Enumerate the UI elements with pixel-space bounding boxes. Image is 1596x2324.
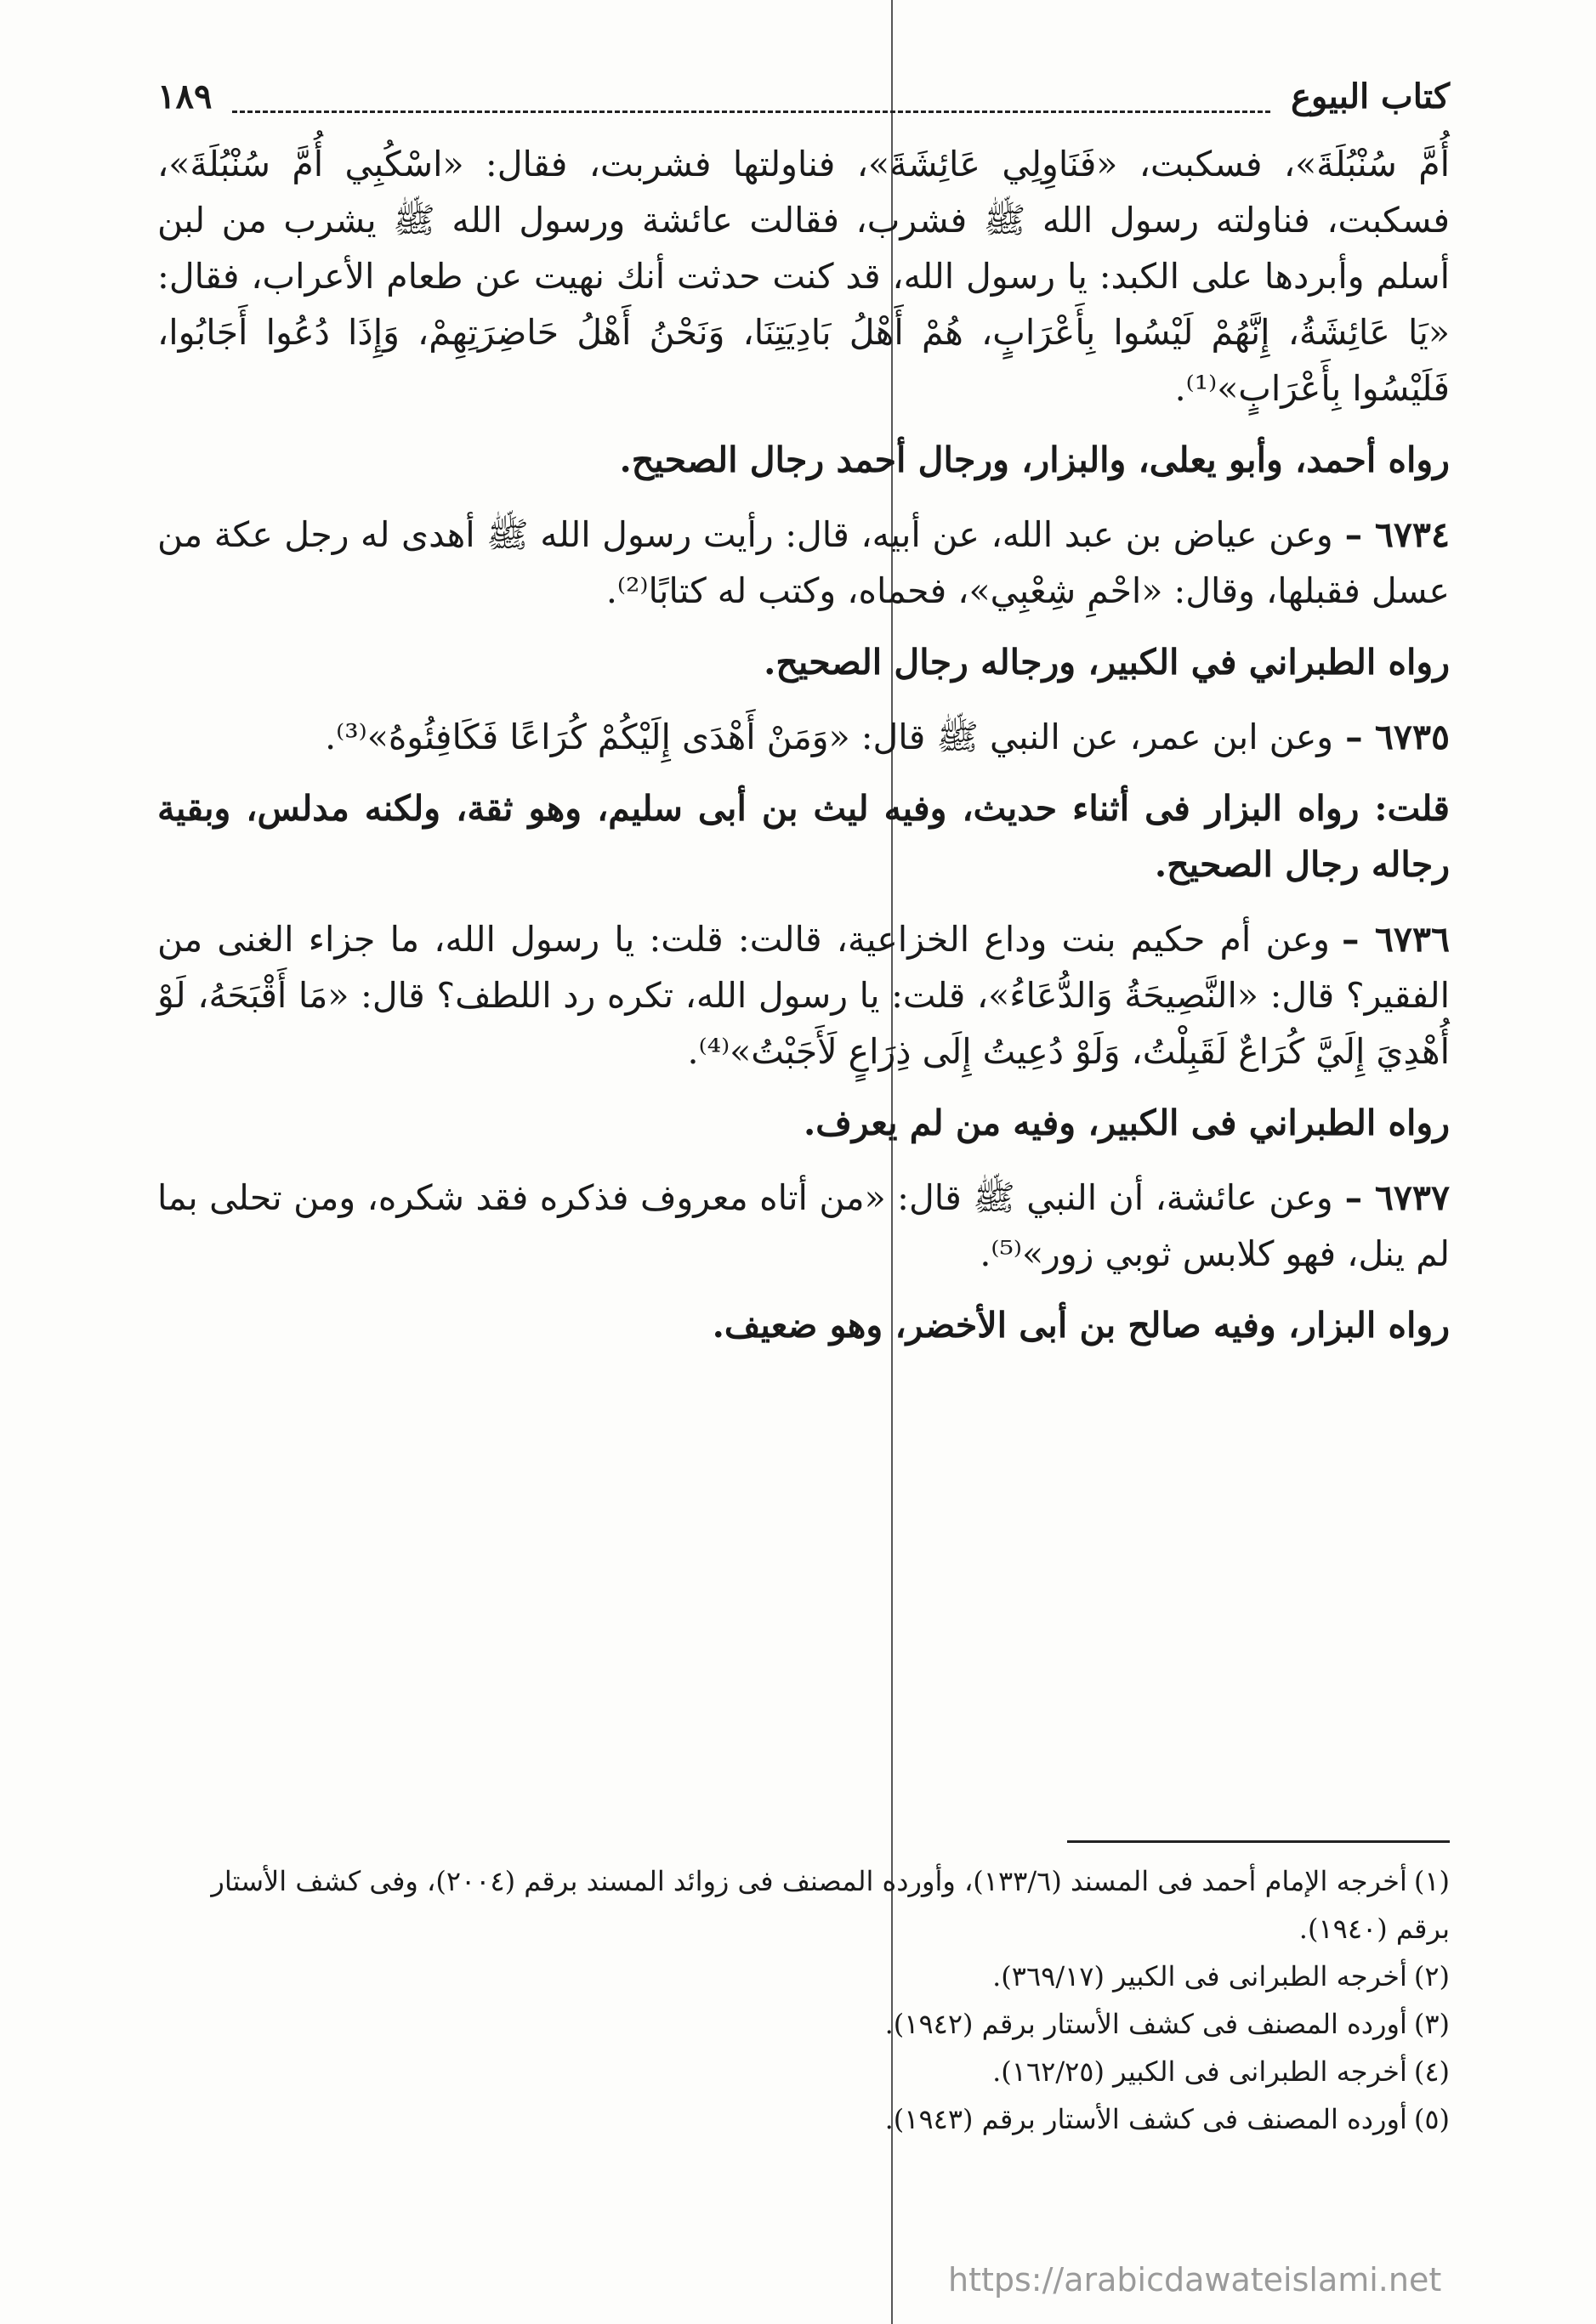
continuation-paragraph: أُمَّ سُنْبُلَةَ»، فسكبت، «فَنَاوِلِي عَائِشَةَ»، فناولتها فشربت، فقال: «اسْكُبِي أُمَّ سُنْبُلَةَ»، فسكبت، فناولته رسول الله ﷺ فشرب، فقالت عائشة ورسول الله ﷺ يشرب من لبن أسلم وأبردها على الكبد: يا رسول الله، قد كنت حدثت أنك نهيت عن طعام الأعراب، فقال: «يَا عَائِشَةُ، إِنَّهُمْ لَيْسُوا بِأَعْرَابٍ، هُمْ أَهْلُ بَادِيَتِنَا، وَنَحْنُ أَهْلُ حَاضِرَتِهِمْ، وَإِذَا دُعُوا أَجَابُوا، فَلَيْسُوا بِأَعْرَابٍ»⁽¹⁾. — [157, 144, 1450, 409]
hadith-number: ٦٧٣٤ – — [1344, 514, 1450, 555]
footnote-3 — [157, 2000, 1450, 2048]
footnote-text: أخرجه الطبرانى فى الكبير (١٦٢/٢٥). — [992, 2055, 1407, 2088]
narration-note: رواه البزار، وفيه صالح بن أبى الأخضر، وهو ضعيف. — [712, 1305, 1450, 1346]
footnote-5 — [157, 2095, 1450, 2143]
footnotes — [157, 1857, 1450, 2143]
hadith-text: وعن عائشة، أن النبي ﷺ قال: «من أتاه معروف فذكره فقد شكره، ومن تحلى بما لم ينل، فهو كلابس ثوبي زور»⁽⁵⁾. — [157, 1177, 1450, 1274]
running-header — [157, 77, 1450, 136]
hadith-text: وعن أم حكيم بنت وداع الخزاعية، قالت: قلت: يا رسول الله، ما جزاء الغنى من الفقير؟ قال: «النَّصِيحَةُ وَالدُّعَاءُ»، قلت: يا رسول الله، تكره رد اللطف؟ قال: «مَا أَقْبَحَهُ، لَوْ أُهْدِيَ إِلَيَّ كُرَاعٌ لَقَبِلْتُ، وَلَوْ دُعِيتُ إِلَى ذِرَاعٍ لَأَجَبْتُ»⁽⁴⁾. — [157, 919, 1450, 1072]
watermark-url: https://arabicdawateislami.net — [948, 2261, 1442, 2298]
hadith-text: وعن ابن عمر، عن النبي ﷺ قال: «وَمَنْ أَهْدَى إِلَيْكُمْ كُرَاعًا فَكَافِئُوهُ»⁽³⁾. — [325, 717, 1334, 757]
footnote-label: (٣) — [1413, 2008, 1450, 2040]
narration-note: رواه أحمد، وأبو يعلى، والبزار، ورجال أحمد رجال الصحيح. — [619, 439, 1450, 480]
hadith-6734 — [157, 507, 1450, 619]
narration-note: قلت: رواه البزار فى أثناء حديث، وفيه ليث بن أبى سليم، وهو ثقة، ولكنه مدلس، وبقية رجاله رجال الصحيح. — [157, 788, 1450, 885]
footnote-text: أخرجه الإمام أحمد فى المسند (١٣٣/٦)، وأورده المصنف فى زوائد المسند برقم (٢٠٠٤)، وفى كشف الأستار برقم (١٩٤٠). — [211, 1865, 1450, 1945]
narration-note: رواه الطبراني في الكبير، ورجاله رجال الصحيح. — [764, 642, 1450, 683]
page-body — [157, 77, 1450, 1353]
page-number: ١٨٩ — [157, 77, 213, 116]
footnote-label: (٤) — [1413, 2055, 1450, 2088]
hadith-number: ٦٧٣٦ – — [1341, 919, 1450, 960]
footnote-separator — [1067, 1840, 1450, 1843]
footnote-label: (٥) — [1413, 2103, 1450, 2135]
footnote-label: (٢) — [1413, 1960, 1450, 1992]
footnote-4 — [157, 2048, 1450, 2095]
chapter-title: كتاب البيوع — [1291, 77, 1450, 116]
header-divider — [232, 111, 1270, 113]
footnote-label: (١) — [1413, 1865, 1450, 1897]
hadith-number: ٦٧٣٧ – — [1344, 1177, 1450, 1218]
footnote-2 — [157, 1953, 1450, 2000]
hadith-6737 — [157, 1170, 1450, 1282]
hadith-number: ٦٧٣٥ – — [1345, 717, 1450, 757]
hadith-6735 — [157, 709, 1450, 765]
footnote-text: أخرجه الطبرانى فى الكبير (٣٦٩/١٧). — [992, 1960, 1407, 1992]
footnote-text: أورده المصنف فى كشف الأستار برقم (١٩٤٢). — [884, 2008, 1407, 2040]
footnote-1 — [157, 1857, 1450, 1953]
hadith-text: وعن عياض بن عبد الله، عن أبيه، قال: رأيت رسول الله ﷺ أهدى له رجل عكة من عسل فقبلها، وقال: «احْمِ شِعْبِي»، فحماه، وكتب له كتابًا⁽²⁾. — [157, 514, 1450, 611]
hadith-6736 — [157, 911, 1450, 1080]
narration-note: رواه الطبراني فى الكبير، وفيه من لم يعرف. — [803, 1102, 1450, 1143]
footnote-text: أورده المصنف فى كشف الأستار برقم (١٩٤٣). — [884, 2103, 1407, 2135]
